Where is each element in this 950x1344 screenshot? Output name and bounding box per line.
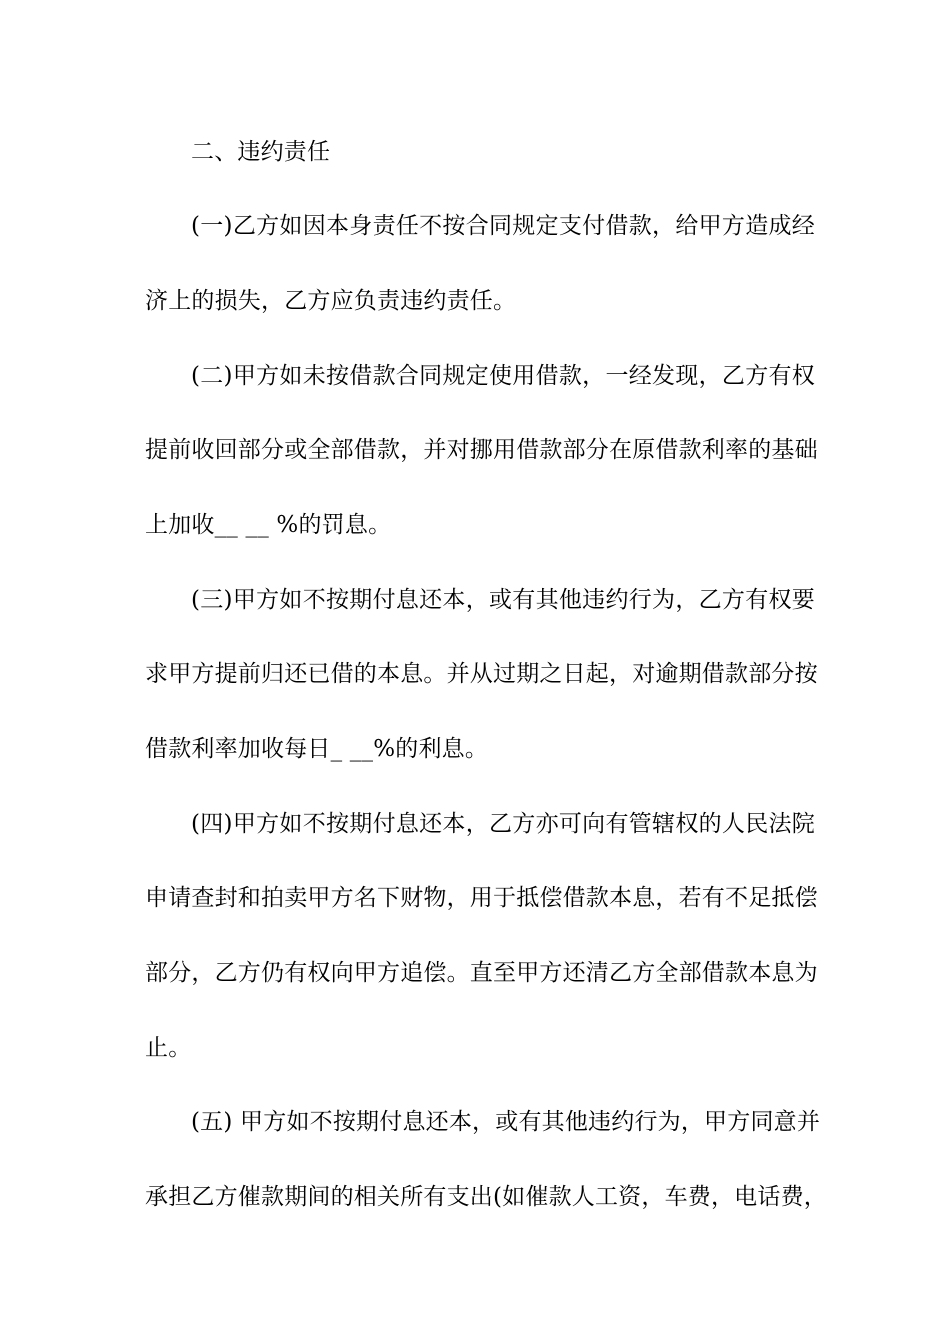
clause-5-line-1: (五) 甲方如不按期付息还本，或有其他违约行为，甲方同意并 xyxy=(191,1109,821,1135)
clause-4-line-3: 部分，乙方仍有权向甲方追偿。直至甲方还清乙方全部借款本息为 xyxy=(145,960,818,986)
clause-3-line-3: 借款利率加收每日_ __%的利息。 xyxy=(145,736,489,762)
clause-4-line-4: 止。 xyxy=(145,1035,192,1061)
clause-1-line-2: 济上的损失，乙方应负责违约责任。 xyxy=(145,288,517,314)
clause-4-line-2: 申请查封和拍卖甲方名下财物，用于抵偿借款本息，若有不足抵偿 xyxy=(145,885,818,911)
clause-2-line-3: 上加收__ __ %的罚息。 xyxy=(145,512,392,538)
clause-2-line-1: (二)甲方如未按借款合同规定使用借款，一经发现，乙方有权 xyxy=(191,363,815,389)
clause-4-line-1: (四)甲方如不按期付息还本，乙方亦可向有管辖权的人民法院 xyxy=(191,811,815,837)
clause-3-line-2: 求甲方提前归还已借的本息。并从过期之日起，对逾期借款部分按 xyxy=(145,661,818,687)
clause-1-line-1: (一)乙方如因本身责任不按合同规定支付借款，给甲方造成经 xyxy=(191,213,815,239)
clause-3-line-1: (三)甲方如不按期付息还本，或有其他违约行为，乙方有权要 xyxy=(191,587,815,613)
section-heading: 二、违约责任 xyxy=(191,139,331,165)
clause-2-line-2: 提前收回部分或全部借款，并对挪用借款部分在原借款利率的基础 xyxy=(145,437,818,463)
clause-5-line-2: 承担乙方催款期间的相关所有支出(如催款人工资，车费，电话费， xyxy=(145,1184,827,1210)
